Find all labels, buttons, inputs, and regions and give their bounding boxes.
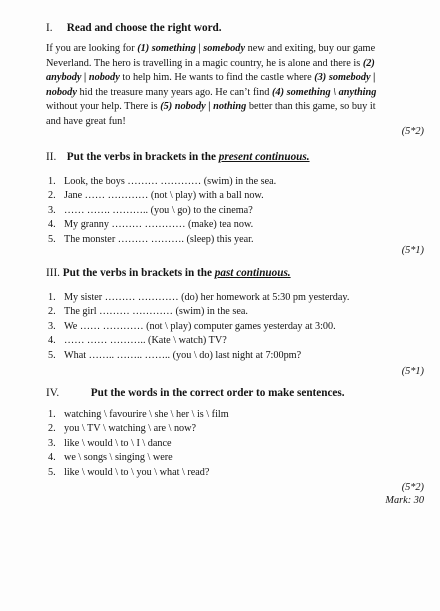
section-3-number: III. (46, 267, 60, 279)
item-text: we \ songs \ singing \ were (64, 452, 173, 464)
item-number: 3. (48, 437, 56, 449)
item-number: 3. (48, 320, 56, 332)
answer-choice: nobody (46, 86, 77, 98)
item-text: Jane …… ………… (not \ play) with a ball now. (64, 190, 264, 202)
section-2-number: II. (46, 151, 57, 163)
item-text: you \ TV \ watching \ are \ now? (64, 423, 197, 435)
item-text: What …….. …….. …….. (you \ do) last night at 7:00pm? (64, 349, 302, 361)
passage-text: better than this game, so buy it (246, 101, 376, 113)
item-number: 4. (48, 335, 56, 347)
section-3-title-tense: past continuous. (214, 267, 291, 279)
total-mark: Mark: 30 (385, 495, 424, 506)
item-number: 5. (48, 349, 56, 361)
answer-choice: (1) something | somebody (137, 43, 246, 54)
exercise-item (48, 305, 349, 319)
exercise-item (48, 204, 276, 218)
passage-text: Neverland. The hero is travelling in a magic country, he is alone and there is (46, 57, 363, 69)
item-number: 5. (48, 233, 56, 245)
answer-choice: anybody | nobody (46, 72, 120, 84)
item-text: …… …… ……….. (Kate \ watch) TV? (64, 335, 227, 347)
item-text: The monster ……… ………. (sleep) this year. (64, 233, 254, 245)
exercise-item (48, 233, 276, 247)
item-text: like \ would \ to \ I \ dance (64, 437, 172, 449)
exercise-item (48, 422, 229, 436)
section-1-line (46, 42, 422, 57)
item-text: We …… ………… (not \ play) computer games yesterday at 3:00. (64, 320, 336, 332)
item-number: 3. (48, 204, 56, 216)
item-text: like \ would \ to \ you \ what \ read? (64, 466, 210, 478)
passage-text: and have great fun! (46, 115, 126, 127)
answer-choice: (3) somebody | (314, 72, 376, 84)
section-4-number: IV. (46, 387, 60, 399)
exercise-item (48, 349, 349, 363)
item-number: 2. (48, 190, 56, 202)
section-3-score: (5*1) (401, 366, 424, 377)
passage-text: hid the treasure many years ago. He can’t find (76, 86, 272, 98)
answer-choice: (2) (362, 57, 375, 69)
exercise-item (48, 291, 349, 305)
answer-choice: (5) nobody | nothing (160, 101, 247, 113)
item-number: 1. (48, 292, 56, 303)
section-2-title-tense: present continuous. (218, 151, 310, 163)
section-1-line (46, 115, 422, 130)
exercise-item (48, 437, 229, 451)
exercise-item (48, 320, 349, 334)
exercise-item (48, 218, 276, 232)
section-1-line (46, 71, 422, 86)
section-2-heading (46, 151, 310, 163)
section-1-line (46, 86, 422, 101)
item-number: 2. (48, 423, 56, 435)
exercise-item (48, 175, 276, 189)
section-1-number: I. (46, 22, 53, 34)
item-number: 4. (48, 219, 56, 231)
item-number: 1. (48, 409, 56, 420)
passage-text: without your help. There is (46, 101, 161, 113)
section-1-title: Read and choose the right word. (66, 22, 222, 34)
section-1-heading (46, 22, 222, 34)
item-number: 5. (48, 466, 56, 478)
exercise-item (48, 466, 229, 480)
exercise-item (48, 408, 229, 422)
section-4-score: (5*2) (401, 482, 424, 493)
item-text: …… ……. ……….. (you \ go) to the cinema? (64, 204, 253, 216)
section-4-title: Put the words in the correct order to make sentences. (90, 387, 345, 399)
exercise-item (48, 189, 276, 203)
item-text: My sister ……… ………… (do) her homework at 5:30 pm yesterday. (64, 292, 350, 303)
exercise-item (48, 451, 229, 465)
section-1-line (46, 100, 422, 115)
section-3-title: Put the verbs in brackets in the (62, 267, 215, 279)
passage-text: to help him. He wants to find the castle where (119, 72, 315, 84)
section-1-score: (5*2) (401, 126, 424, 137)
section-1-line (46, 57, 422, 72)
section-2-title: Put the verbs in brackets in the (66, 151, 219, 163)
item-text: My granny ……… ………… (make) tea now. (64, 219, 254, 231)
passage-text: new and exiting, buy our game (245, 43, 376, 54)
passage-text: If you are looking for (46, 43, 138, 54)
section-1-text (46, 42, 422, 130)
item-text: Look, the boys ……… ………… (swim) in the sea. (64, 176, 277, 187)
item-text: watching \ favourire \ she \ her \ is \ film (64, 409, 229, 420)
exercise-item (48, 334, 349, 348)
answer-choice: (4) something \ anything (272, 86, 377, 98)
item-text: The girl ……… ………… (swim) in the sea. (64, 306, 248, 318)
item-number: 1. (48, 176, 56, 187)
item-number: 2. (48, 306, 56, 318)
section-4-heading (46, 387, 345, 399)
section-2-list (48, 175, 276, 247)
section-3-heading (46, 267, 291, 279)
section-4-list (48, 408, 229, 480)
section-3-list (48, 291, 349, 363)
item-number: 4. (48, 452, 56, 464)
section-2-score: (5*1) (401, 245, 424, 256)
